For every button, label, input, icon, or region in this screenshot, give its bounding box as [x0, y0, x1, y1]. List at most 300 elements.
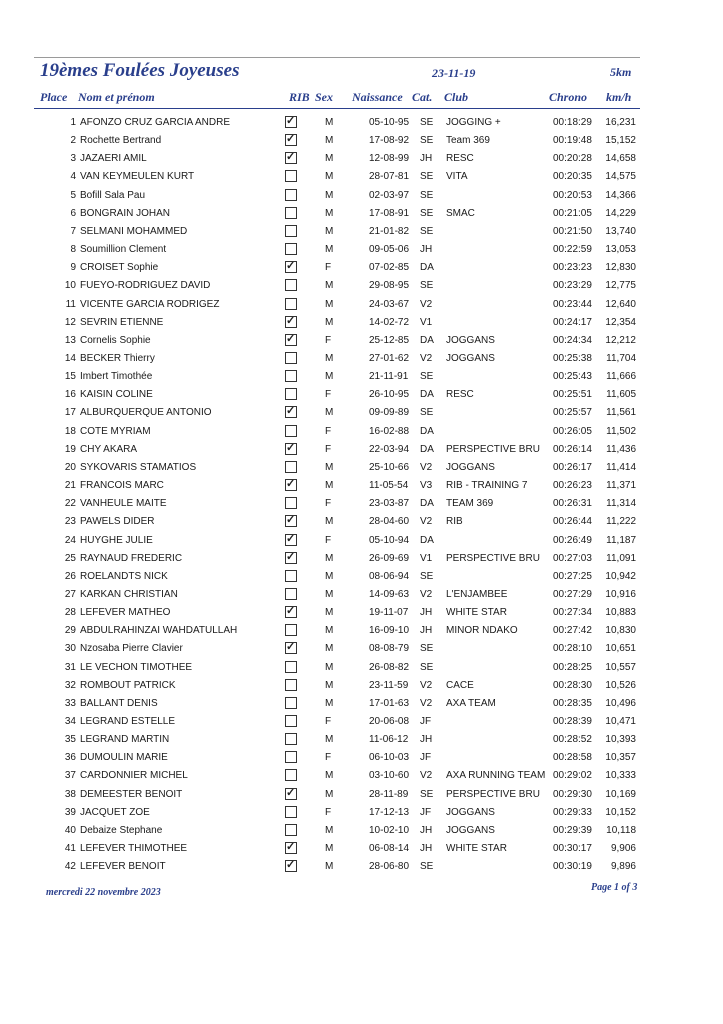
- birth-date-cell: 28-06-80: [369, 861, 410, 873]
- place-cell: 8: [70, 244, 76, 255]
- name-cell: COTE MYRIAM: [80, 425, 151, 437]
- birth-date-cell: 28-11-89: [369, 788, 409, 800]
- category-cell: DA: [420, 443, 434, 455]
- table-row: [0, 567, 723, 585]
- rib-checkbox[interactable]: [285, 679, 297, 691]
- place-cell: 7: [70, 225, 76, 237]
- table-row: [0, 839, 723, 857]
- birth-date-cell: 05-10-94: [369, 534, 410, 546]
- birth-date-cell: 02-03-97: [369, 189, 410, 201]
- name-cell: ROMBOUT PATRICK: [80, 679, 176, 691]
- rib-checkbox[interactable]: [285, 661, 297, 673]
- rib-checkbox[interactable]: [285, 134, 297, 146]
- birth-date-cell: 26-09-69: [369, 552, 410, 564]
- sex-cell: M: [325, 480, 334, 491]
- place-cell: 22: [64, 498, 76, 510]
- table-row: [0, 440, 723, 458]
- speed-cell: 10,651: [605, 643, 636, 655]
- name-cell: LEFEVER BENOIT: [80, 861, 166, 873]
- club-cell: RIB - TRAINING 7: [446, 480, 528, 491]
- category-cell: DA: [420, 389, 434, 401]
- table-row: [0, 585, 723, 603]
- name-cell: BONGRAIN JOHAN: [80, 207, 171, 219]
- table-row: [0, 712, 723, 730]
- birth-date-cell: 21-11-91: [369, 371, 409, 383]
- category-cell: V2: [420, 679, 433, 691]
- col-header-rib: RIB: [289, 90, 310, 104]
- birth-date-cell: 17-08-92: [369, 135, 410, 147]
- table-row: [0, 113, 723, 131]
- speed-cell: 11,704: [606, 352, 636, 364]
- table-row: [0, 766, 723, 784]
- birth-date-cell: 17-01-63: [369, 697, 410, 709]
- place-cell: 40: [64, 824, 76, 836]
- chrono-cell: 00:26:23: [553, 480, 592, 491]
- sex-cell: M: [325, 316, 334, 328]
- table-row: [0, 276, 723, 294]
- name-cell: BALLANT DENIS: [80, 697, 158, 709]
- chrono-cell: 00:26:31: [553, 498, 592, 510]
- col-header-cat: Cat.: [412, 90, 433, 104]
- category-cell: SE: [420, 788, 434, 800]
- birth-date-cell: 17-08-91: [369, 207, 410, 219]
- chrono-cell: 00:21:05: [553, 207, 592, 219]
- birth-date-cell: 17-12-13: [369, 806, 410, 818]
- rib-checkbox[interactable]: [285, 370, 297, 382]
- table-row: [0, 258, 723, 276]
- rib-checkbox[interactable]: [285, 788, 297, 800]
- rib-checkbox[interactable]: [285, 225, 297, 237]
- table-row: [0, 476, 723, 494]
- club-cell: WHITE STAR: [446, 843, 507, 854]
- chrono-cell: 00:19:48: [553, 135, 592, 147]
- rib-checkbox[interactable]: [285, 806, 297, 818]
- place-cell: 29: [64, 625, 76, 637]
- club-cell: JOGGANS: [446, 461, 495, 473]
- category-cell: V2: [420, 461, 433, 473]
- sex-cell: M: [325, 607, 334, 618]
- place-cell: 41: [64, 843, 76, 854]
- table-row: [0, 803, 723, 821]
- place-cell: 21: [64, 480, 76, 491]
- col-header-chrono: Chrono: [549, 90, 588, 104]
- place-cell: 36: [64, 752, 76, 764]
- birth-date-cell: 14-09-63: [369, 588, 410, 600]
- table-row: [0, 422, 723, 440]
- table-row: [0, 730, 723, 748]
- category-cell: SE: [420, 171, 434, 183]
- table-row: [0, 676, 723, 694]
- chrono-cell: 00:18:29: [553, 117, 592, 128]
- speed-cell: 11,371: [606, 480, 636, 491]
- table-row: [0, 349, 723, 367]
- place-cell: 33: [64, 697, 76, 709]
- rib-checkbox[interactable]: [285, 388, 297, 400]
- rib-checkbox[interactable]: [285, 152, 297, 164]
- birth-date-cell: 28-07-81: [369, 171, 410, 183]
- col-header-club: Club: [444, 90, 469, 104]
- name-cell: LEFEVER MATHEO: [80, 607, 171, 618]
- name-cell: Soumillion Clement: [80, 244, 167, 255]
- place-cell: 28: [64, 607, 76, 618]
- chrono-cell: 00:27:03: [553, 552, 592, 564]
- category-cell: DA: [420, 498, 434, 510]
- rib-checkbox[interactable]: [285, 624, 297, 636]
- name-cell: CROISET Sophie: [80, 262, 159, 274]
- rib-checkbox[interactable]: [285, 497, 297, 509]
- sex-cell: M: [325, 843, 334, 854]
- place-cell: 13: [64, 334, 76, 346]
- name-cell: AFONZO CRUZ GARCIA ANDRE: [80, 117, 231, 128]
- club-cell: MINOR NDAKO: [446, 625, 518, 637]
- speed-cell: 11,091: [606, 552, 636, 564]
- table-row: [0, 512, 723, 530]
- chrono-cell: 00:23:23: [553, 262, 592, 274]
- rib-checkbox[interactable]: [285, 697, 297, 709]
- club-cell: PERSPECTIVE BRU: [446, 552, 540, 564]
- birth-date-cell: 09-05-06: [369, 244, 410, 255]
- rib-checkbox[interactable]: [285, 243, 297, 255]
- birth-date-cell: 07-02-85: [369, 262, 410, 274]
- rib-checkbox[interactable]: [285, 570, 297, 582]
- speed-cell: 11,187: [606, 534, 636, 546]
- club-cell: AXA TEAM: [446, 697, 496, 709]
- sex-cell: M: [325, 516, 334, 528]
- col-header-name: Nom et prénom: [78, 90, 155, 104]
- category-cell: SE: [420, 407, 434, 419]
- table-row: [0, 149, 723, 167]
- rib-checkbox[interactable]: [285, 334, 297, 346]
- footer-page-number: Page 1 of 3: [591, 882, 638, 893]
- race-title: 19èmes Foulées Joyeuses: [40, 60, 240, 81]
- chrono-cell: 00:26:44: [553, 516, 592, 528]
- club-cell: WHITE STAR: [446, 607, 507, 618]
- category-cell: JF: [420, 752, 432, 764]
- chrono-cell: 00:30:19: [553, 861, 592, 873]
- table-row: [0, 313, 723, 331]
- sex-cell: M: [325, 643, 334, 655]
- rib-checkbox[interactable]: [285, 769, 297, 781]
- place-cell: 18: [64, 425, 76, 437]
- table-row: [0, 167, 723, 185]
- birth-date-cell: 03-10-60: [369, 770, 410, 782]
- place-cell: 37: [64, 770, 76, 782]
- club-cell: JOGGANS: [446, 824, 495, 836]
- sex-cell: M: [325, 824, 334, 836]
- rib-checkbox[interactable]: [285, 425, 297, 437]
- name-cell: SELMANI MOHAMMED: [80, 225, 188, 237]
- place-cell: 32: [64, 679, 76, 691]
- name-cell: SYKOVARIS STAMATIOS: [80, 461, 197, 473]
- chrono-cell: 00:28:52: [553, 734, 592, 746]
- rib-checkbox[interactable]: [285, 116, 297, 128]
- rib-checkbox[interactable]: [285, 534, 297, 546]
- rib-checkbox[interactable]: [285, 279, 297, 291]
- table-row: [0, 385, 723, 403]
- speed-cell: 14,229: [605, 207, 636, 219]
- chrono-cell: 00:28:10: [553, 643, 592, 655]
- category-cell: SE: [420, 225, 434, 237]
- speed-cell: 10,883: [605, 607, 636, 618]
- sex-cell: M: [325, 371, 334, 383]
- rib-checkbox[interactable]: [285, 261, 297, 273]
- speed-cell: 10,526: [605, 679, 636, 691]
- table-row: [0, 603, 723, 621]
- table-row: [0, 240, 723, 258]
- place-cell: 17: [64, 407, 76, 419]
- rib-checkbox[interactable]: [285, 298, 297, 310]
- speed-cell: 11,414: [606, 461, 636, 473]
- category-cell: SE: [420, 570, 434, 582]
- chrono-cell: 00:25:43: [553, 371, 592, 383]
- birth-date-cell: 12-08-99: [369, 153, 410, 165]
- name-cell: LEGRAND ESTELLE: [80, 715, 176, 727]
- chrono-cell: 00:27:25: [553, 570, 592, 582]
- sex-cell: M: [325, 171, 334, 183]
- sex-cell: M: [325, 189, 334, 201]
- rib-checkbox[interactable]: [285, 207, 297, 219]
- category-cell: SE: [420, 207, 434, 219]
- birth-date-cell: 06-08-14: [369, 843, 410, 854]
- sex-cell: M: [325, 788, 334, 800]
- birth-date-cell: 08-08-79: [369, 643, 410, 655]
- rib-checkbox[interactable]: [285, 189, 297, 201]
- speed-cell: 11,222: [606, 516, 636, 528]
- rib-checkbox[interactable]: [285, 461, 297, 473]
- birth-date-cell: 28-04-60: [369, 516, 410, 528]
- chrono-cell: 00:28:35: [553, 697, 592, 709]
- sex-cell: F: [325, 443, 332, 455]
- col-header-birth: Naissance: [352, 90, 403, 104]
- speed-cell: 9,896: [610, 861, 636, 873]
- chrono-cell: 00:20:35: [553, 171, 592, 183]
- club-cell: Team 369: [446, 135, 490, 147]
- speed-cell: 14,658: [605, 153, 636, 165]
- name-cell: ALBURQUERQUE ANTONIO: [80, 407, 212, 419]
- place-cell: 6: [70, 207, 76, 219]
- place-cell: 16: [64, 389, 76, 401]
- chrono-cell: 00:28:58: [553, 752, 592, 764]
- table-row: [0, 403, 723, 421]
- sex-cell: F: [325, 262, 332, 274]
- name-cell: Rochette Bertrand: [80, 135, 162, 147]
- birth-date-cell: 19-11-07: [369, 607, 409, 618]
- chrono-cell: 00:27:42: [553, 625, 592, 637]
- sex-cell: M: [325, 407, 334, 419]
- birth-date-cell: 16-02-88: [369, 425, 410, 437]
- birth-date-cell: 20-06-08: [369, 715, 410, 727]
- place-cell: 25: [64, 552, 76, 564]
- club-cell: CACE: [446, 679, 474, 691]
- chrono-cell: 00:24:34: [553, 334, 592, 346]
- table-row: [0, 222, 723, 240]
- rib-checkbox[interactable]: [285, 733, 297, 745]
- category-cell: SE: [420, 643, 434, 655]
- table-row: [0, 658, 723, 676]
- place-cell: 1: [70, 117, 76, 128]
- sex-cell: M: [325, 461, 334, 473]
- sex-cell: M: [325, 207, 334, 219]
- rib-checkbox[interactable]: [285, 842, 297, 854]
- chrono-cell: 00:26:05: [553, 425, 592, 437]
- sex-cell: M: [325, 861, 334, 873]
- rib-checkbox[interactable]: [285, 715, 297, 727]
- category-cell: DA: [420, 262, 434, 274]
- col-header-place: Place: [40, 90, 68, 104]
- speed-cell: 10,496: [605, 697, 636, 709]
- category-cell: JF: [420, 806, 432, 818]
- place-cell: 24: [64, 534, 76, 546]
- sex-cell: M: [325, 734, 334, 746]
- sex-cell: F: [325, 806, 332, 818]
- birth-date-cell: 25-12-85: [369, 334, 410, 346]
- race-distance: 5km: [610, 65, 632, 79]
- place-cell: 38: [64, 788, 76, 800]
- speed-cell: 13,740: [605, 225, 636, 237]
- place-cell: 15: [64, 371, 76, 383]
- club-cell: TEAM 369: [446, 498, 494, 510]
- name-cell: BECKER Thierry: [80, 352, 155, 364]
- category-cell: SE: [420, 371, 434, 383]
- name-cell: RAYNAUD FREDERIC: [80, 552, 183, 564]
- rib-checkbox[interactable]: [285, 824, 297, 836]
- category-cell: JH: [420, 153, 433, 165]
- speed-cell: 12,212: [605, 334, 636, 346]
- category-cell: SE: [420, 661, 434, 673]
- table-row: [0, 639, 723, 657]
- name-cell: LE VECHON TIMOTHEE: [80, 661, 193, 673]
- rib-checkbox[interactable]: [285, 751, 297, 763]
- club-cell: RIB: [446, 516, 463, 528]
- rib-checkbox[interactable]: [285, 515, 297, 527]
- birth-date-cell: 23-03-87: [369, 498, 410, 510]
- name-cell: FUEYO-RODRIGUEZ DAVID: [80, 280, 211, 292]
- sex-cell: M: [325, 117, 334, 128]
- table-row: [0, 857, 723, 875]
- table-row: [0, 331, 723, 349]
- table-row: [0, 131, 723, 149]
- place-cell: 39: [64, 806, 76, 818]
- rib-checkbox[interactable]: [285, 170, 297, 182]
- rib-checkbox[interactable]: [285, 552, 297, 564]
- name-cell: CARDONNIER MICHEL: [80, 770, 188, 782]
- name-cell: CHY AKARA: [80, 443, 138, 455]
- name-cell: DUMOULIN MARIE: [80, 752, 168, 764]
- place-cell: 14: [64, 352, 76, 364]
- speed-cell: 10,471: [605, 715, 636, 727]
- category-cell: DA: [420, 425, 434, 437]
- rib-checkbox[interactable]: [285, 316, 297, 328]
- name-cell: ABDULRAHINZAI WAHDATULLAH: [80, 625, 238, 637]
- place-cell: 31: [64, 661, 76, 673]
- chrono-cell: 00:26:17: [553, 461, 592, 473]
- name-cell: VAN KEYMEULEN KURT: [80, 171, 195, 183]
- club-cell: RESC: [446, 389, 474, 401]
- category-cell: DA: [420, 334, 434, 346]
- rib-checkbox[interactable]: [285, 588, 297, 600]
- speed-cell: 15,152: [605, 135, 636, 147]
- sex-cell: M: [325, 552, 334, 564]
- birth-date-cell: 21-01-82: [369, 225, 410, 237]
- speed-cell: 10,118: [606, 824, 636, 836]
- place-cell: 34: [64, 715, 76, 727]
- place-cell: 35: [64, 734, 76, 746]
- category-cell: V2: [420, 697, 433, 709]
- speed-cell: 10,557: [605, 661, 636, 673]
- birth-date-cell: 11-05-54: [369, 480, 409, 491]
- name-cell: Cornelis Sophie: [80, 334, 151, 346]
- name-cell: JAZAERI AMIL: [80, 153, 147, 165]
- speed-cell: 10,916: [605, 588, 636, 600]
- rib-checkbox[interactable]: [285, 860, 297, 872]
- birth-date-cell: 25-10-66: [369, 461, 410, 473]
- sex-cell: M: [325, 625, 334, 637]
- name-cell: Imbert Timothée: [80, 371, 153, 383]
- chrono-cell: 00:24:17: [553, 316, 592, 328]
- chrono-cell: 00:23:29: [553, 280, 592, 292]
- birth-date-cell: 06-10-03: [369, 752, 410, 764]
- table-row: [0, 458, 723, 476]
- name-cell: FRANCOIS MARC: [80, 480, 164, 491]
- club-cell: VITA: [446, 171, 468, 183]
- chrono-cell: 00:27:29: [553, 588, 592, 600]
- name-cell: ROELANDTS NICK: [80, 570, 168, 582]
- club-cell: JOGGING +: [446, 117, 501, 128]
- chrono-cell: 00:27:34: [553, 607, 592, 618]
- rib-checkbox[interactable]: [285, 352, 297, 364]
- birth-date-cell: 29-08-95: [369, 280, 410, 292]
- name-cell: Debaize Stephane: [80, 824, 163, 836]
- speed-cell: 12,775: [605, 280, 636, 292]
- table-row: [0, 367, 723, 385]
- place-cell: 23: [64, 516, 76, 528]
- name-cell: VANHEULE MAITE: [80, 498, 167, 510]
- sex-cell: F: [325, 534, 332, 546]
- club-cell: JOGGANS: [446, 352, 495, 364]
- name-cell: HUYGHE JULIE: [80, 534, 153, 546]
- sex-cell: M: [325, 135, 334, 147]
- speed-cell: 14,366: [605, 189, 636, 201]
- rib-checkbox[interactable]: [285, 443, 297, 455]
- birth-date-cell: 27-01-62: [369, 352, 410, 364]
- chrono-cell: 00:26:49: [553, 534, 592, 546]
- sex-cell: M: [325, 153, 334, 165]
- place-cell: 3: [70, 153, 76, 165]
- birth-date-cell: 14-02-72: [369, 316, 410, 328]
- speed-cell: 10,333: [605, 770, 636, 782]
- birth-date-cell: 24-03-67: [369, 298, 410, 310]
- rib-checkbox[interactable]: [285, 606, 297, 618]
- table-row: [0, 549, 723, 567]
- rib-checkbox[interactable]: [285, 479, 297, 491]
- speed-cell: 13,053: [605, 244, 636, 255]
- category-cell: JH: [420, 607, 433, 618]
- table-row: [0, 621, 723, 639]
- table-row: [0, 821, 723, 839]
- place-cell: 10: [64, 280, 76, 292]
- sex-cell: M: [325, 570, 334, 582]
- rib-checkbox[interactable]: [285, 406, 297, 418]
- speed-cell: 10,169: [605, 788, 636, 800]
- rib-checkbox[interactable]: [285, 642, 297, 654]
- name-cell: Bofill Sala Pau: [80, 189, 146, 201]
- sex-cell: F: [325, 498, 332, 510]
- category-cell: SE: [420, 861, 434, 873]
- category-cell: JH: [420, 244, 433, 255]
- category-cell: V2: [420, 770, 433, 782]
- name-cell: PAWELS DIDER: [80, 516, 155, 528]
- speed-cell: 11,436: [606, 443, 636, 455]
